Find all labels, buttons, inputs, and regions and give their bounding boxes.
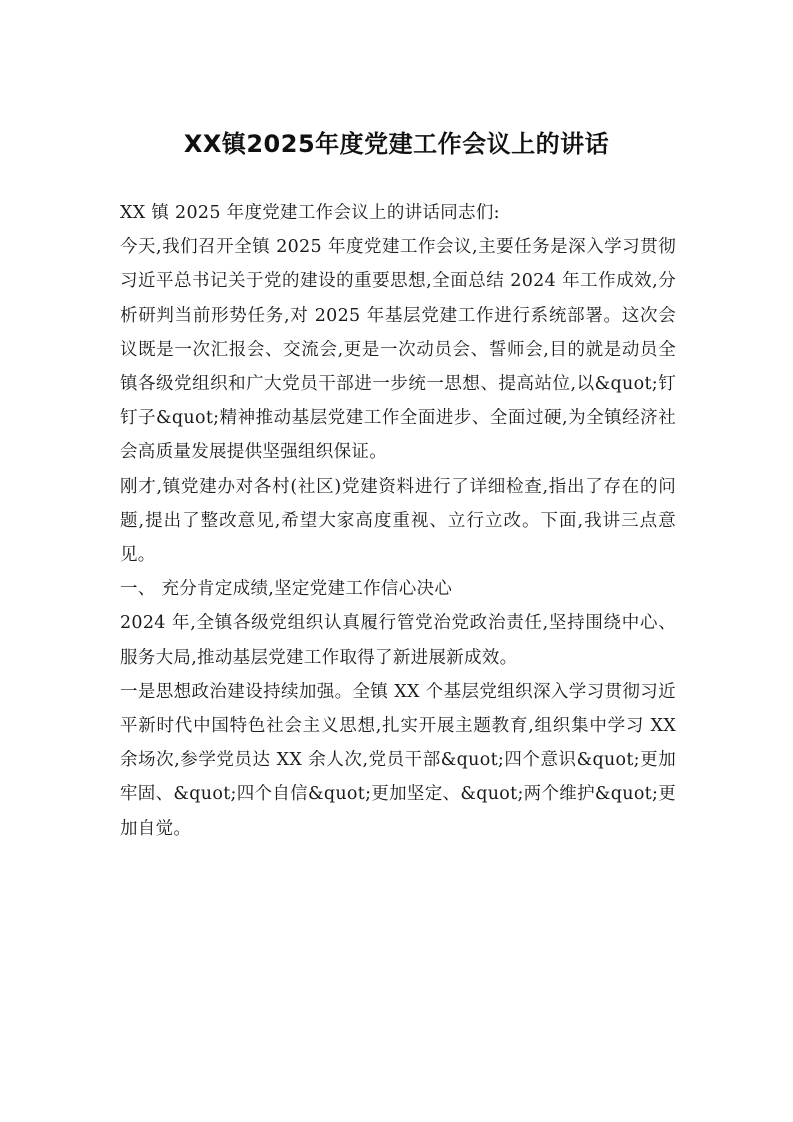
document-title: XX镇2025年度党建工作会议上的讲话 xyxy=(183,130,610,158)
section-heading-1: 一、 充分肯定成绩,坚定党建工作信心决心 xyxy=(120,579,453,600)
paragraph-inspection: 刚才,镇党建办对各村(社区)党建资料进行了详细检查,指出了存在的问题,提出了整改意见,希望大家高度重视、立行立改。下面,我讲三点意见。 xyxy=(120,476,676,566)
paragraph-greeting: XX 镇 2025 年度党建工作会议上的讲话同志们: xyxy=(120,203,500,223)
paragraph-point-1: 一是思想政治建设持续加强。全镇 XX 个基层党组织深入学习贯彻习近平新时代中国特色社会主义思想,扎实开展主题教育,组织集中学习 XX 余场次,参学党员达 XX 余人次,党员干部&quot;四个意识&quot;更加牢固、&quot;四个自信&quot;更加坚定、&quot;两个维护&quot;更加自觉。 xyxy=(120,681,676,839)
document-body xyxy=(120,196,676,846)
paragraph-intro: 今天,我们召开全镇 2025 年度党建工作会议,主要任务是深入学习贯彻习近平总书记关于党的建设的重要思想,全面总结 2024 年工作成效,分析研判当前形势任务,对 2025 年基层党建工作进行系统部署。这次会议既是一次汇报会、交流会,更是一次动员会、誓师会,目的就是动员全镇各级党组织和广大党员干部进一步统一思想、提高站位,以&quot;钉钉子&quot;精神推动基层党建工作全面进步、全面过硬,为全镇经济社会高质量发展提供坚强组织保证。 xyxy=(120,237,676,463)
paragraph-achievements: 2024 年,全镇各级党组织认真履行管党治党政治责任,坚持围绕中心、服务大局,推动基层党建工作取得了新进展新成效。 xyxy=(120,613,676,668)
